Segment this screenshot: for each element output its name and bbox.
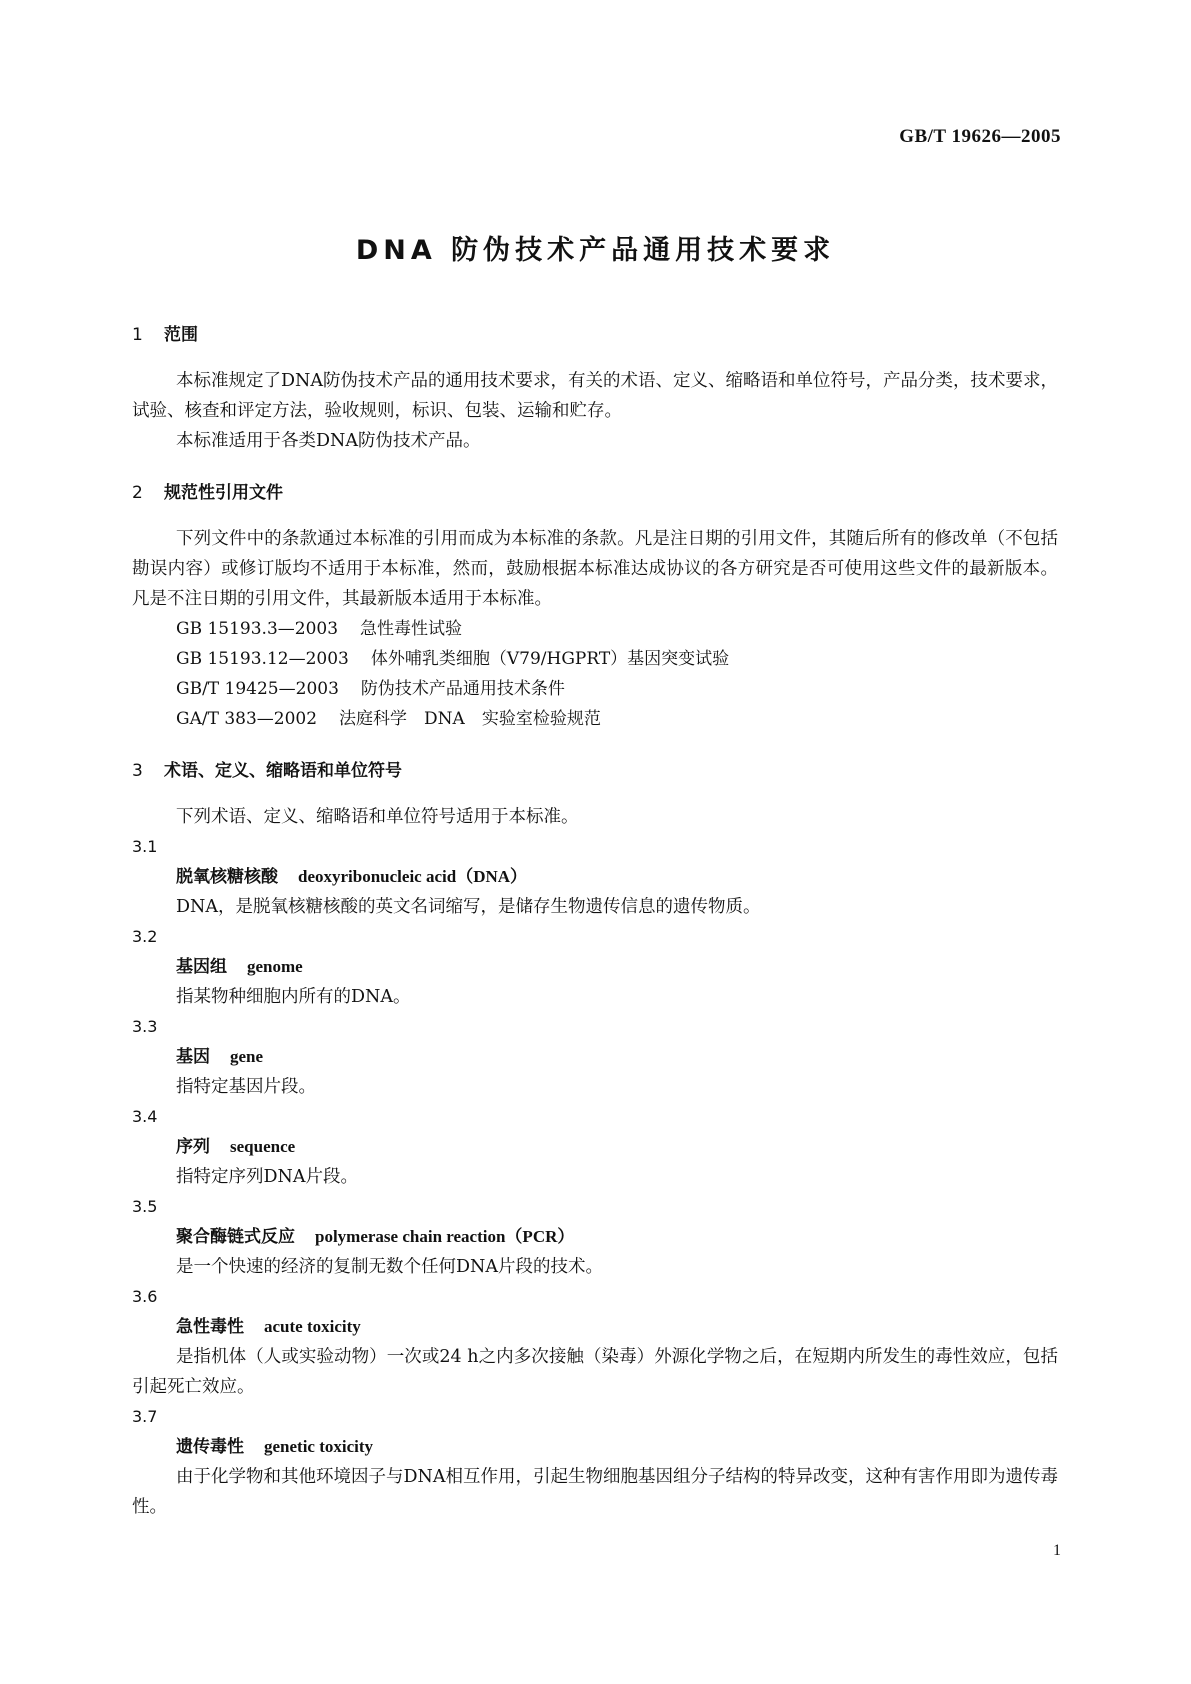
standard-code: GB/T 19626—2005 [899,126,1061,147]
term-chinese: 序列 [176,1137,210,1157]
term-heading [132,1132,1058,1162]
term-definition: 是一个快速的经济的复制无数个任何DNA片段的技术。 [176,1257,603,1277]
section-heading-terms [132,758,1058,784]
document-body [132,322,1058,1522]
term-english: polymerase chain reaction（PCR） [315,1227,575,1246]
term-english: acute toxicity [264,1317,361,1336]
reference-item [132,644,1058,674]
reference-code: GB 15193.3—2003 [176,619,339,639]
term-definition: 由于化学物和其他环境因子与DNA相互作用，引起生物细胞基因组分子结构的特异改变，这种有害作用即为遗传毒性。 [132,1467,1058,1517]
term-definition: DNA，是脱氧核糖核酸的英文名词缩写，是储存生物遗传信息的遗传物质。 [176,897,761,917]
reference-item [132,704,1058,734]
reference-title: 体外哺乳类细胞（V79/HGPRT）基因突变试验 [370,649,730,669]
clause-number: 3.2 [132,927,158,946]
page-number: 1 [1053,1542,1061,1559]
reference-item [132,674,1058,704]
term-heading [132,952,1058,982]
clause-number: 3.7 [132,1407,158,1426]
clause-number: 3.3 [132,1017,158,1036]
term-chinese: 遗传毒性 [176,1437,244,1457]
reference-title: 防伪技术产品通用技术条件 [360,679,565,699]
clause-number: 3.4 [132,1107,158,1126]
term-heading [132,1312,1058,1342]
reference-code: GA/T 383—2002 [176,709,318,729]
reference-code: GB/T 19425—2003 [176,679,339,699]
term-definition: 指特定序列DNA片段。 [176,1167,358,1187]
terms-intro: 下列术语、定义、缩略语和单位符号适用于本标准。 [176,807,579,827]
section-heading-normative-references [132,480,1058,506]
reference-item [132,614,1058,644]
term-definition: 指某物种细胞内所有的DNA。 [176,987,411,1007]
term-english: deoxyribonucleic acid（DNA） [298,867,528,886]
term-chinese: 聚合酶链式反应 [176,1227,295,1247]
section-number: 2 [132,483,143,503]
document-title: DNA 防伪技术产品通用技术要求 [355,235,836,266]
section-title: 术语、定义、缩略语和单位符号 [164,761,402,781]
reference-title: 急性毒性试验 [360,619,463,639]
term-english: genetic toxicity [264,1437,374,1456]
term-heading [132,862,1058,892]
section-number: 3 [132,761,143,781]
term-heading [132,1222,1058,1252]
term-definition: 是指机体（人或实验动物）一次或24 h之内多次接触（染毒）外源化学物之后，在短期内所发生的毒性效应，包括引起死亡效应。 [132,1347,1058,1397]
section-heading-scope [132,322,1058,348]
clause-number: 3.6 [132,1287,158,1306]
term-english: genome [247,957,303,976]
section-number: 1 [132,325,143,345]
reference-code: GB 15193.12—2003 [176,649,349,669]
term-english: sequence [230,1137,296,1156]
clause-number: 3.5 [132,1197,158,1216]
term-definition: 指特定基因片段。 [176,1077,316,1097]
term-heading [132,1042,1058,1072]
references-paragraph: 下列文件中的条款通过本标准的引用而成为本标准的条款。凡是注日期的引用文件，其随后所有的修改单（不包括勘误内容）或修订版均不适用于本标准，然而，鼓励根据本标准达成协议的各方研究是否可使用这些文件的最新版本。凡是不注日期的引用文件，其最新版本适用于本标准。 [132,529,1058,609]
term-heading [132,1432,1058,1462]
term-chinese: 基因 [176,1047,210,1067]
reference-title: 法庭科学 DNA 实验室检验规范 [339,709,601,729]
scope-paragraph: 本标准规定了DNA防伪技术产品的通用技术要求，有关的术语、定义、缩略语和单位符号，产品分类，技术要求，试验、核查和评定方法，验收规则，标识、包装、运输和贮存。 [132,371,1058,421]
section-title: 范围 [164,325,198,345]
term-english: gene [230,1047,264,1066]
clause-number: 3.1 [132,837,158,856]
scope-paragraph: 本标准适用于各类DNA防伪技术产品。 [176,431,481,451]
term-chinese: 基因组 [176,957,227,977]
section-title: 规范性引用文件 [164,483,283,503]
term-chinese: 急性毒性 [176,1317,244,1337]
term-chinese: 脱氧核糖核酸 [176,867,278,887]
